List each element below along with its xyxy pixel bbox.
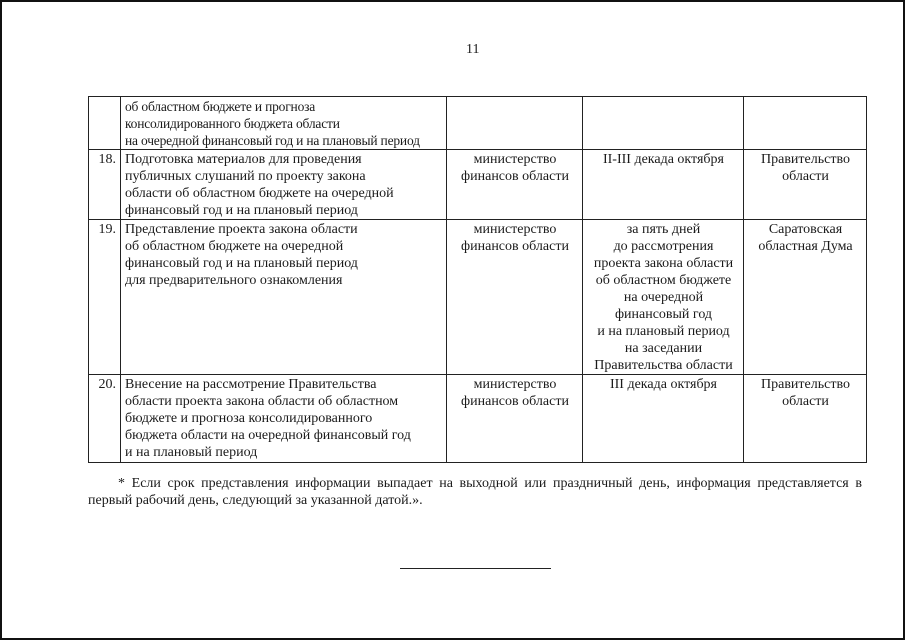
deadline-cell <box>583 97 744 150</box>
responsible-cell: министерство финансов области <box>447 150 583 220</box>
responsible-cell: министерство финансов области <box>447 375 583 463</box>
table-row <box>89 97 867 150</box>
deadline-cell: III декада октября <box>583 375 744 463</box>
responsible-cell: министерство финансов области <box>447 220 583 375</box>
row-number: 20. <box>89 375 121 463</box>
action-cell: Внесение на рассмотрение Правительства области проекта закона области об областном бюджете и прогноза консолидированного бюджета области на очередной финансовый год и на плановый период <box>121 375 447 463</box>
row-number <box>89 97 121 150</box>
action-cell: Подготовка материалов для проведения публичных слушаний по проекту закона области об областном бюджете на очередной финансовый год и на плановый период <box>121 150 447 220</box>
row-number: 18. <box>89 150 121 220</box>
recipient-cell: Правительство области <box>744 375 867 463</box>
table-row <box>89 375 867 463</box>
row-number: 19. <box>89 220 121 375</box>
action-cell: об областном бюджете и прогноза консолидированного бюджета области на очередной финансовый год и на плановый период <box>121 97 447 150</box>
schedule-table <box>88 96 867 463</box>
recipient-cell: Саратовская областная Дума <box>744 220 867 375</box>
separator-line <box>400 568 551 569</box>
page-number: 11 <box>466 42 480 57</box>
deadline-cell: за пять дней до рассмотрения проекта закона области об областном бюджете на очередной финансовый год и на плановый период на заседании Правительства области <box>583 220 744 375</box>
table-row <box>89 220 867 375</box>
table-row <box>89 150 867 220</box>
responsible-cell <box>447 97 583 150</box>
recipient-cell <box>744 97 867 150</box>
recipient-cell: Правительство области <box>744 150 867 220</box>
action-cell: Представление проекта закона области об областном бюджете на очередной финансовый год и на плановый период для предварительного ознакомления <box>121 220 447 375</box>
deadline-cell: II-III декада октября <box>583 150 744 220</box>
footnote: * Если срок представления информации выпадает на выходной или праздничный день, информация представляется в первый рабочий день, следующий за указанной датой.». <box>88 476 862 508</box>
